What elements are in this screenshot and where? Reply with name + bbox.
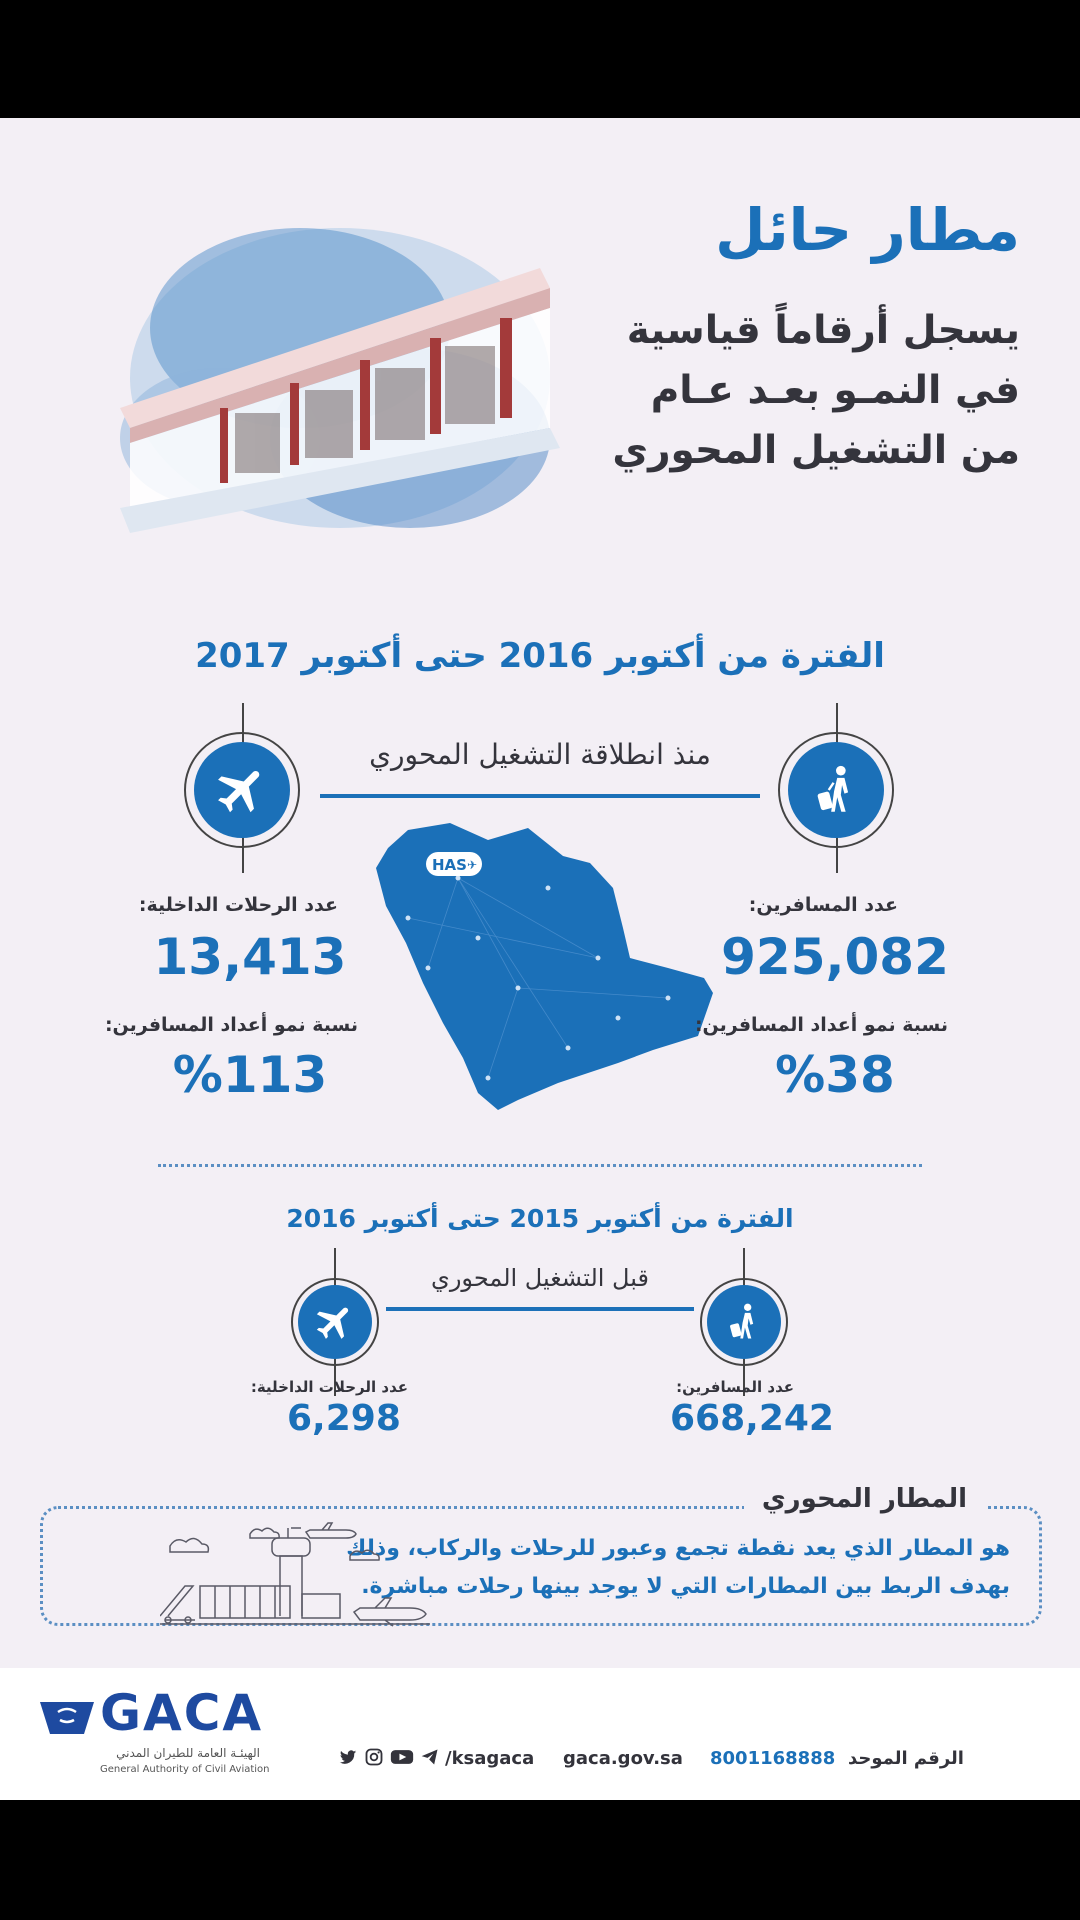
- subtitle-line-2: في النمـو بعـد عـام: [650, 368, 1020, 413]
- p1-passengers-value: 925,082: [721, 928, 949, 986]
- instagram-icon[interactable]: [364, 1747, 384, 1767]
- plane-icon: [313, 1300, 357, 1344]
- p2-passengers-value: 668,242: [670, 1398, 834, 1439]
- p1-flights-value: 13,413: [153, 928, 347, 986]
- gaca-emblem-icon: [38, 1696, 96, 1740]
- definition-line-1: هو المطار الذي يعد نقطة تجمع وعبور للرحلات والركاب، وذلك: [346, 1536, 1010, 1561]
- p1-flights-growth-label: نسبة نمو أعداد المسافرين:: [104, 1014, 358, 1036]
- traveler-icon: [807, 761, 865, 819]
- map-airport-code: HAS: [432, 856, 467, 874]
- period2-connector: [386, 1307, 694, 1311]
- terminal-illustration: [100, 178, 570, 578]
- plane-badge: [194, 742, 290, 838]
- saudi-map: [368, 818, 716, 1118]
- telegram-icon[interactable]: [420, 1747, 440, 1767]
- period2-title: الفترة من أكتوبر 2015 حتى أكتوبر 2016: [286, 1204, 794, 1233]
- p1-flights-label: عدد الرحلات الداخلية:: [138, 894, 338, 916]
- page-title: مطار حائل: [715, 196, 1020, 264]
- website-link[interactable]: gaca.gov.sa: [563, 1748, 683, 1769]
- social-handle[interactable]: /ksagaca: [445, 1748, 535, 1769]
- infographic-page: [0, 118, 1080, 1800]
- section-divider: [158, 1164, 922, 1167]
- traveler-badge: [788, 742, 884, 838]
- period1-connector: [320, 794, 760, 798]
- subtitle-line-3: من التشغيل المحوري: [612, 428, 1020, 473]
- gaca-logo-text: GACA: [100, 1684, 264, 1742]
- p1-flights-growth-value: %113: [172, 1046, 328, 1104]
- period1-caption: منذ انطلاقة التشغيل المحوري: [369, 738, 711, 771]
- gaca-logo-arabic: الهيئـة العامة للطيران المدني: [116, 1746, 260, 1760]
- youtube-icon[interactable]: [390, 1747, 414, 1767]
- svg-text:✈: ✈: [467, 858, 478, 872]
- period2-caption: قبل التشغيل المحوري: [431, 1264, 649, 1292]
- p1-passengers-growth-label: نسبة نمو أعداد المسافرين:: [694, 1014, 948, 1036]
- twitter-icon[interactable]: [338, 1747, 358, 1767]
- plane2-badge: [298, 1285, 372, 1359]
- p2-flights-value: 6,298: [287, 1398, 401, 1439]
- subtitle-line-1: يسجل أرقاماً قياسية: [626, 308, 1020, 353]
- period1-title: الفترة من أكتوبر 2016 حتى أكتوبر 2017: [195, 636, 885, 676]
- gaca-logo-english: General Authority of Civil Aviation: [100, 1764, 270, 1775]
- unified-number[interactable]: 8001168888: [710, 1748, 836, 1769]
- p1-passengers-growth-value: %38: [775, 1046, 895, 1104]
- p2-passengers-label: عدد المسافرين:: [676, 1378, 794, 1396]
- logo-panel: [0, 1668, 330, 1800]
- social-icons: [338, 1747, 440, 1767]
- unified-number-label: الرقم الموحد: [848, 1748, 964, 1769]
- footer: [0, 1668, 1080, 1800]
- traveler-icon: [722, 1300, 766, 1344]
- airport-line-art: [160, 1516, 430, 1628]
- definition-title: المطار المحوري: [744, 1484, 985, 1514]
- p2-flights-label: عدد الرحلات الداخلية:: [250, 1378, 408, 1396]
- definition-line-2: بهدف الربط بين المطارات التي لا يوجد بينها رحلات مباشرة.: [361, 1574, 1010, 1599]
- plane-icon: [213, 761, 271, 819]
- p1-passengers-label: عدد المسافرين:: [748, 894, 898, 916]
- traveler2-badge: [707, 1285, 781, 1359]
